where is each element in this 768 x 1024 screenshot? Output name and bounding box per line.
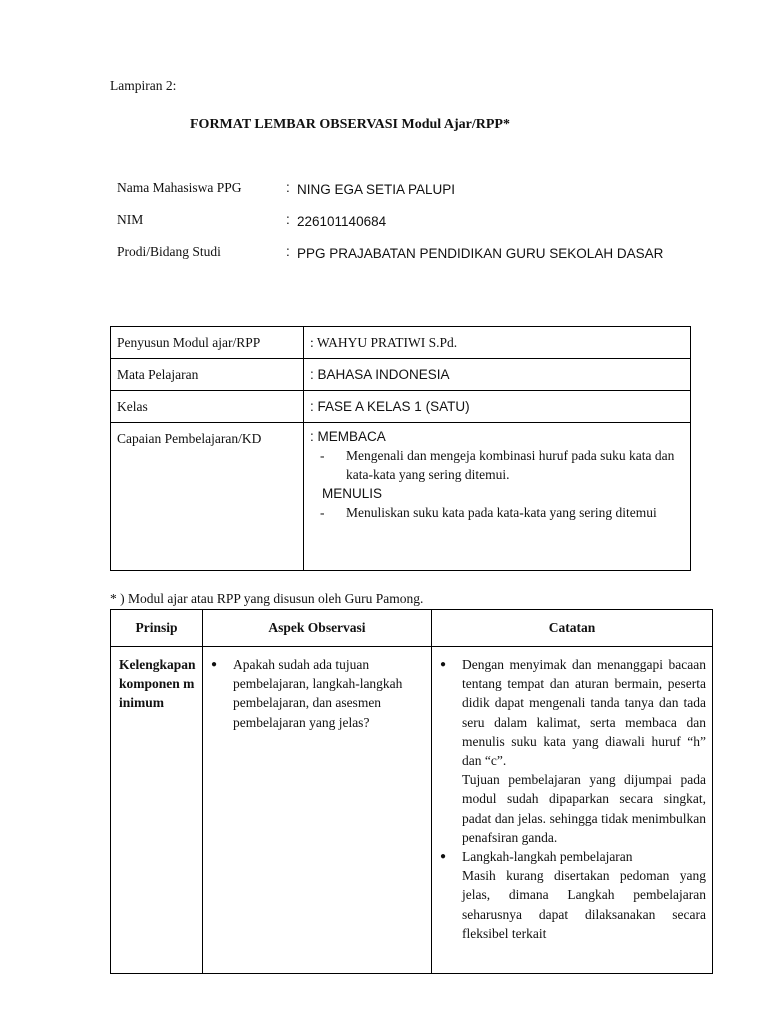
colon: : (286, 180, 290, 195)
table-row (111, 423, 691, 571)
dash-marker: - (320, 505, 325, 520)
subject-value: : BAHASA INDONESIA (304, 359, 691, 391)
study-program-label: Prodi/Bidang Studi (117, 244, 221, 259)
table-row (111, 327, 691, 359)
reading-heading: : MEMBACA (310, 429, 386, 444)
student-name-label: Nama Mahasiswa PPG (117, 180, 242, 195)
table-header-row (111, 610, 713, 647)
learning-outcome-value (304, 423, 691, 571)
writing-heading: MENULIS (322, 486, 383, 501)
catatan-heading: Langkah-langkah pembelajaran (462, 849, 633, 865)
writing-item: Menuliskan suku kata pada kata-kata yang sering ditemui (346, 505, 657, 520)
colon: : (286, 244, 290, 259)
nim-value: 226101140684 (297, 214, 387, 229)
class-label: Kelas (111, 391, 304, 423)
table-row (111, 391, 691, 423)
footnote: * ) Modul ajar atau RPP yang disusun oleh Guru Pamong. (110, 591, 424, 606)
header-prinsip: Prinsip (111, 610, 203, 647)
bullet-icon: ● (440, 851, 447, 863)
bullet-icon: ● (440, 659, 447, 670)
student-name-value: NING EGA SETIA PALUPI (297, 182, 456, 197)
class-value: : FASE A KELAS 1 (SATU) (304, 391, 691, 423)
prinsip-cell: Kelengkapan komponen minimum (111, 647, 203, 974)
list-item (211, 655, 425, 732)
header-aspek: Aspek Observasi (203, 610, 432, 647)
learning-outcome-label: Capaian Pembelajaran/KD (111, 423, 304, 571)
catatan-cell (432, 647, 713, 974)
list-item (440, 655, 706, 770)
attachment-label: Lampiran 2: (110, 78, 177, 93)
nim-label: NIM (117, 212, 144, 227)
header-catatan: Catatan (432, 610, 713, 647)
author-label: Penyusun Modul ajar/RPP (111, 327, 304, 359)
aspek-cell (203, 647, 432, 974)
catatan-text: Dengan menyimak dan menanggapi bacaan tentang tempat dan aturan bermain, peserta didik dapat mengenali tanda tanya dan tada seru dalam kalimat, serta membaca dan menulis suku kata yang diawali huruf “h” dan “c”. (462, 657, 706, 769)
module-info-table (110, 326, 691, 571)
observation-table (110, 609, 713, 974)
table-row (111, 647, 713, 974)
colon: : (286, 212, 290, 227)
list-item (310, 446, 684, 484)
table-row (111, 359, 691, 391)
catatan-text: Masih kurang disertakan pedoman yang jelas, dimana Langkah pembelajaran seharusnya dapat dilaksanakan secara fleksibel terkait (462, 868, 706, 941)
catatan-text: Tujuan pembelajaran yang dijumpai pada modul sudah dipaparkan secara singkat, padat dan jelas. sehingga tidak menimbulkan penafsiran ganda. (462, 772, 706, 845)
dash-marker: - (320, 448, 325, 463)
reading-item: Mengenali dan mengeja kombinasi huruf pada suku kata dan kata-kata yang sering ditemui. (346, 448, 675, 482)
document-title: FORMAT LEMBAR OBSERVASI Modul Ajar/RPP* (190, 117, 510, 132)
study-program-value: PPG PRAJABATAN PENDIDIKAN GURU SEKOLAH DASAR (297, 246, 664, 261)
list-item (310, 503, 684, 522)
subject-label: Mata Pelajaran (111, 359, 304, 391)
aspek-text: Apakah sudah ada tujuan pembelajaran, langkah-langkah pembelajaran, dan asesmen pembelajaran yang jelas? (233, 657, 403, 730)
list-item (440, 847, 706, 866)
bullet-icon: ● (211, 659, 218, 670)
author-value: : WAHYU PRATIWI S.Pd. (304, 327, 691, 359)
